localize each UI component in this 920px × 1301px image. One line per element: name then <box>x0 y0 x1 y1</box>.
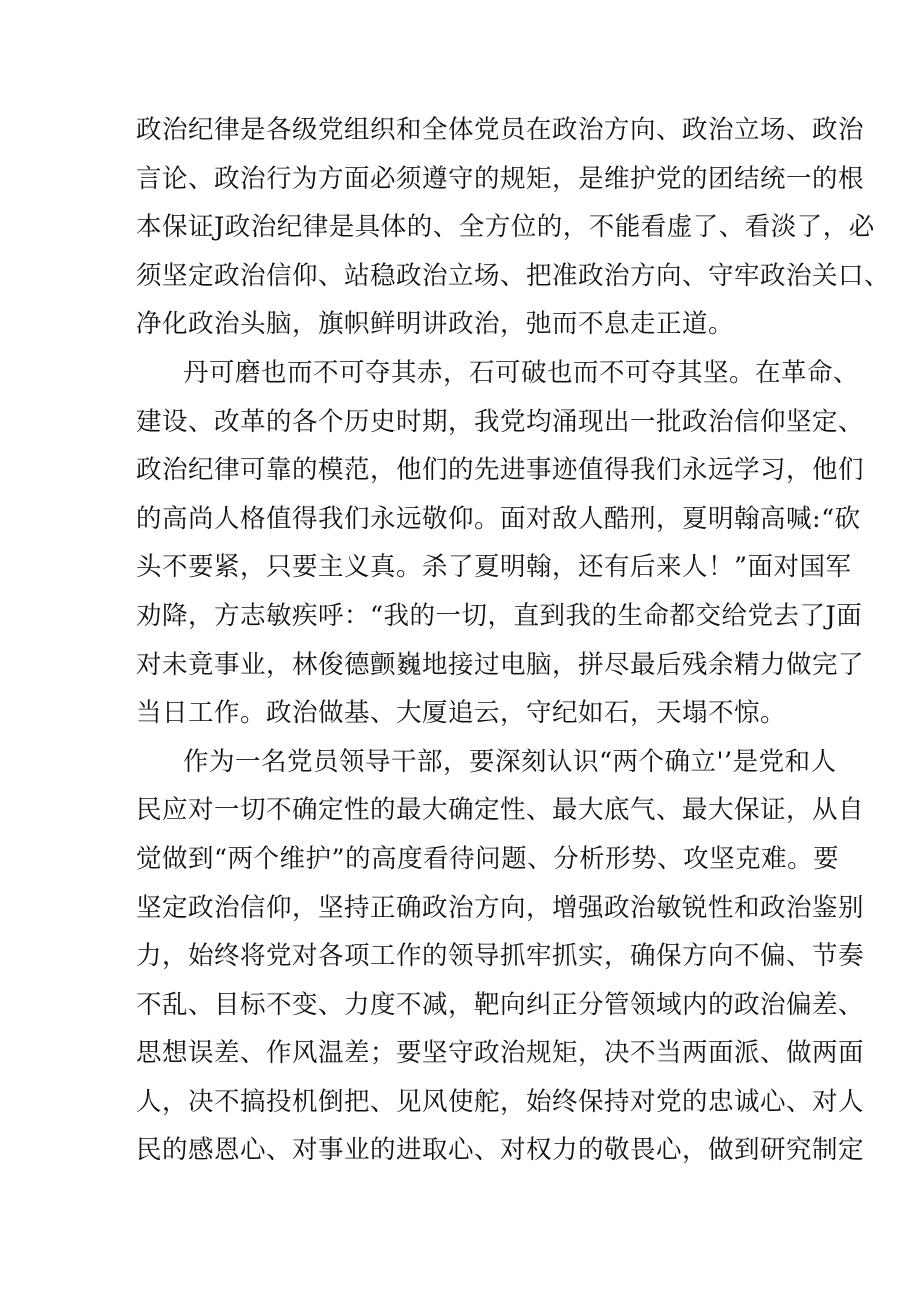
body-text <box>136 106 891 1175</box>
text-line: 思想误差、作风温差；要坚守政治规矩，决不当两面派、做两面 <box>136 1038 865 1069</box>
text-line: 民的感恩心、对事业的进取心、对权力的敬畏心，做到研究制定 <box>136 1135 865 1166</box>
text-line: 力，始终将党对各项工作的领导抓牢抓实，确保方向不偏、节奏 <box>136 941 865 972</box>
text-line: 民应对一切不确定性的最大确定性、最大底气、最大保证，从自 <box>136 795 865 826</box>
text-line: 须坚定政治信仰、站稳政治立场、把准政治方向、守牢政治关口、 <box>136 260 891 291</box>
text-line: 言论、政治行为方面必须遵守的规矩，是维护党的团结统一的根 <box>136 163 865 194</box>
text-line: 建设、改革的各个历史时期，我党均涌现出一批政治信仰坚定、 <box>136 406 865 437</box>
text-line: 当日工作。政治做基、大厦追云，守纪如石，天塌不惊。 <box>136 698 787 729</box>
text-line: 本保证J政治纪律是具体的、全方位的，不能看虚了、看淡了，必 <box>136 212 875 243</box>
text-line: 人，决不搞投机倒把、见风使舵，始终保持对党的忠诚心、对人 <box>136 1086 865 1117</box>
text-line: 净化政治头脑，旗帜鲜明讲政治，弛而不息走正道。 <box>136 309 735 340</box>
text-line: 政治纪律可靠的模范，他们的先进事迹值得我们永远学习，他们 <box>136 455 865 486</box>
paragraph-start-line: 作为一名党员领导干部，要深刻认识“两个确立'’是党和人 <box>183 746 837 777</box>
text-line: 对未竟事业，林俊德颤巍地接过电脑，拼尽最后残余精力做完了 <box>136 649 865 680</box>
text-line: 觉做到“两个维护”的高度看待问题、分析形势、攻坚克难。要 <box>136 843 840 874</box>
text-line: 政治纪律是各级党组织和全体党员在政治方向、政治立场、政治 <box>136 115 865 145</box>
text-line: 的高尚人格值得我们永远敬仰。面对敌人酷刑，夏明翰高喊:“砍 <box>136 503 861 534</box>
text-line: 劝降，方志敏疾呼：“我的一切，直到我的生命都交给党去了J面 <box>136 600 863 631</box>
text-line: 头不要紧，只要主义真。杀了夏明翰，还有后来人！”面对国军 <box>136 552 852 583</box>
text-line: 不乱、目标不变、力度不减，靶向纠正分管领域内的政治偏差、 <box>136 989 865 1020</box>
paragraph-start-line: 丹可磨也而不可夺其赤，石可破也而不可夺其坚。在革命、 <box>183 357 860 388</box>
text-line: 坚定政治信仰，坚持正确政治方向，增强政治敏锐性和政治鉴别 <box>136 892 865 923</box>
